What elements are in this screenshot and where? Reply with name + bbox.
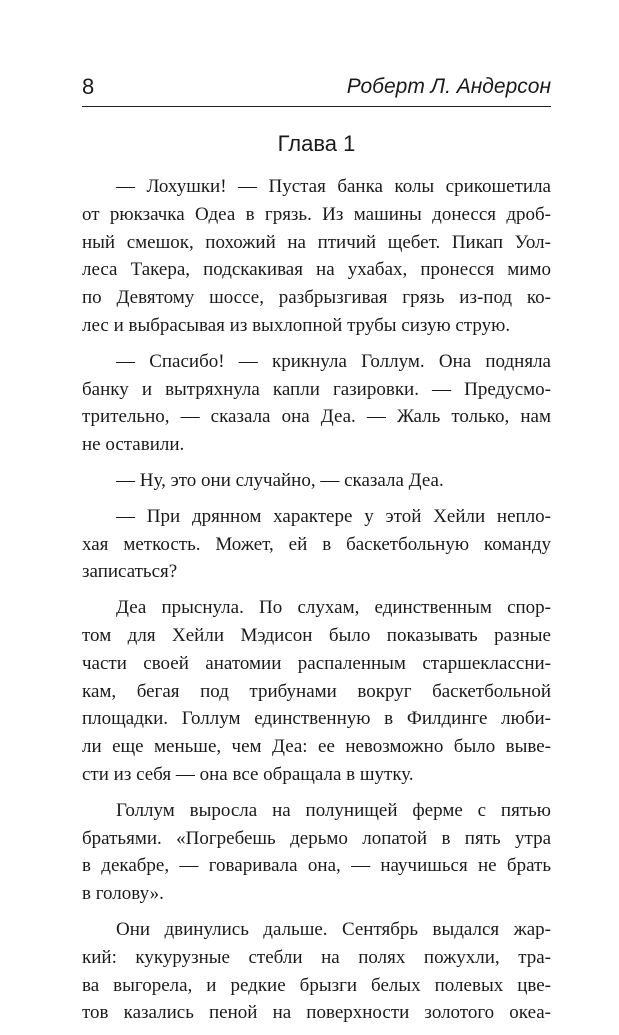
paragraph — [82, 916, 551, 1027]
text-line: — Спасибо! — крикнула Голлум. Она подняла — [116, 350, 551, 372]
text-line: Они двинулись дальше. Сентябрь выдался жар- — [116, 918, 551, 940]
text-line: записаться? — [82, 561, 178, 583]
text-line: не оставили. — [82, 434, 185, 456]
text-line: в голову». — [82, 883, 164, 905]
text-line: лес и выбрасывая из выхлопной трубы сизую струю. — [82, 314, 511, 336]
text-line: том для Хейли Мэдисон было показывать разные — [82, 624, 551, 646]
text-line: Голлум выросла на полунищей ферме с пятью — [116, 799, 551, 821]
text-line: ва выгорела, и редкие брызги белых полевых цве- — [82, 974, 551, 996]
running-head-author: Роберт Л. Андерсон — [346, 75, 551, 98]
paragraph — [82, 173, 551, 340]
text-line: хая меткость. Может, ей в баскетбольную команду — [82, 533, 551, 555]
text-line: кам, бегая под трибунами вокруг баскетбольной — [82, 680, 551, 702]
page-number: 8 — [82, 74, 95, 99]
text-line: площадки. Голлум единственную в Филдинге люби- — [82, 708, 551, 730]
text-line: части своей анатомии распаленным старшеклассни- — [82, 652, 551, 674]
text-line: от рюкзачка Одеа в грязь. Из машины донесся дроб- — [82, 203, 551, 225]
text-line: братьями. «Погребешь дерьмо лопатой в пять утра — [82, 827, 551, 849]
text-line: — Ну, это они случайно, — сказала Деа. — [116, 469, 444, 491]
text-line: в декабре, — говаривала она, — научишься не брать — [82, 855, 551, 877]
text-line: — Лохушки! — Пустая банка колы срикошетила — [116, 176, 551, 197]
text-line: тов казались пеной на поверхности золотого океа- — [82, 1002, 551, 1024]
running-header — [82, 72, 551, 107]
paragraph — [82, 348, 551, 459]
text-line: по Девятому шоссе, разбрызгивая грязь из-под ко- — [82, 287, 551, 309]
text-line: трительно, — сказала она Деа. — Жаль только, нам — [82, 406, 551, 428]
text-line: Деа прыснула. По слухам, единственным спор- — [116, 597, 551, 619]
paragraph — [82, 797, 551, 908]
text-line: ный смешок, похожий на птичий щебет. Пикап Уол- — [82, 231, 551, 253]
text-line: сти из себя — она все обращала в шутку. — [82, 763, 414, 785]
body-text — [82, 173, 551, 1035]
text-line: кий: кукурузные стебли на полях пожухли, тра- — [82, 946, 551, 968]
chapter-title: Глава 1 — [277, 131, 356, 156]
paragraph — [82, 467, 551, 495]
paragraph — [82, 503, 551, 586]
text-line: ли еще меньше, чем Деа: ее невозможно было выве- — [82, 736, 551, 758]
paragraph — [82, 594, 551, 789]
text-line: леса Такера, подскакивая на ухабах, пронесся мимо — [82, 259, 551, 281]
text-line: — При дрянном характере у этой Хейли непло- — [116, 505, 551, 527]
text-line: банку и вытряхнула капли газировки. — Предусмо- — [82, 378, 551, 400]
